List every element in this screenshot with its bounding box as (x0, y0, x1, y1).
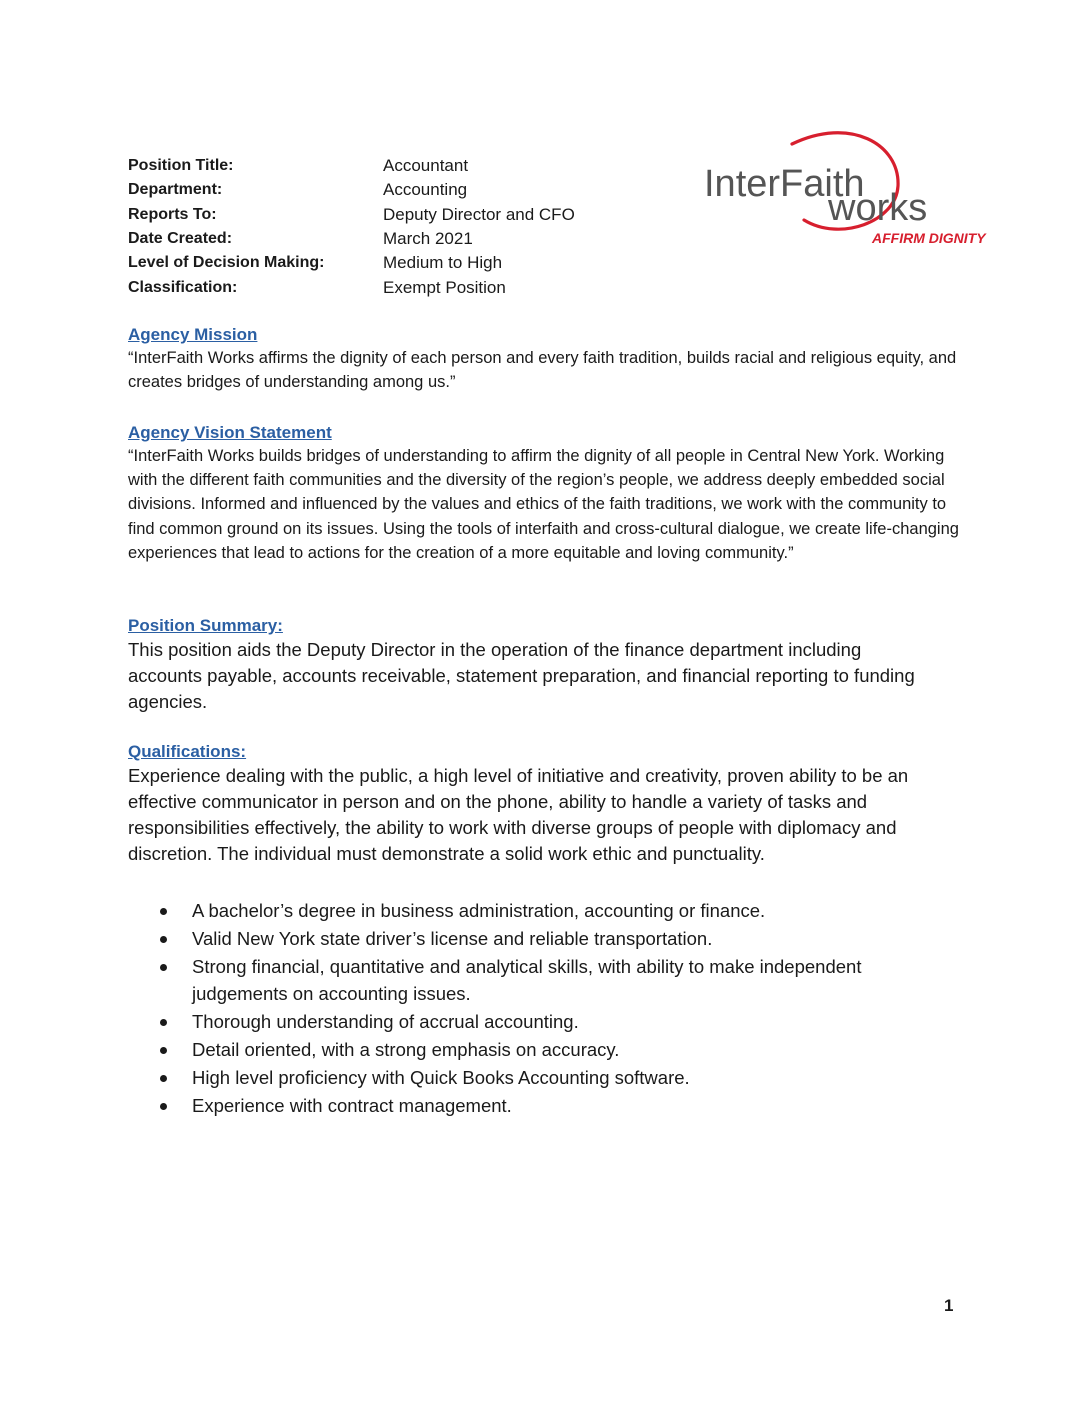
section-position-summary (128, 615, 968, 715)
list-item-text: Thorough understanding of accrual accounting. (192, 1011, 579, 1033)
field-value: Accounting (383, 180, 468, 200)
field-reports-to (128, 203, 608, 227)
field-value: Medium to High (383, 253, 503, 273)
list-item (160, 925, 960, 953)
field-label: Level of Decision Making: (128, 254, 325, 272)
bullet-icon (160, 1047, 167, 1054)
logo-text-works: works (828, 187, 928, 229)
section-qualifications (128, 741, 968, 867)
list-item-text: Valid New York state driver’s license and reliable transportation. (192, 927, 713, 949)
section-text: This position aids the Deputy Director in the operation of the finance department including accounts payable, accounts receivable, statement preparation, and financial reporting to funding agencies. (128, 639, 915, 712)
field-date-created (128, 227, 608, 251)
list-item-text: Experience with contract management. (192, 1094, 512, 1116)
bullet-icon (160, 964, 167, 971)
field-classification (128, 275, 608, 299)
bullet-icon (160, 1103, 167, 1110)
field-label: Classification: (128, 278, 238, 296)
list-item-text: A bachelor’s degree in business administration, accounting or finance. (192, 900, 766, 921)
section-agency-mission (128, 324, 968, 394)
field-department (128, 178, 608, 202)
interfaith-works-logo (700, 124, 1010, 254)
section-text: “InterFaith Works builds bridges of understanding to affirm the dignity of all people in Central New York. Working with the different faith communities and the diversity of the region’s people, we address deeply embedded social divisions. Informed and influenced by the values and ethics of the faith traditions, we work with the community to find common ground on its issues. Using the tools of interfaith and cross-cultural dialogue, we create life-changing experiences that lead to actions for the creation of a more equitable and loving community.” (128, 447, 959, 562)
bullet-icon (160, 908, 167, 915)
field-decision-level (128, 251, 608, 275)
list-item (160, 897, 960, 925)
logo-graphic (700, 124, 1010, 254)
qualifications-list (160, 897, 960, 1119)
section-text: Experience dealing with the public, a high level of initiative and creativity, proven ability to be an effective communicator in person and on the phone, ability to handle a variety of tasks and responsibilities effectively, the ability to work with diverse groups of people with diplomacy and discretion. The individual must demonstrate a solid work ethic and punctuality. (128, 765, 909, 864)
logo-text-interfaith: InterFaith (704, 163, 865, 205)
list-item-text: Detail oriented, with a strong emphasis on accuracy. (192, 1038, 620, 1060)
page-number: 1 (944, 1296, 954, 1315)
field-value: March 2021 (383, 229, 473, 249)
list-item (160, 1092, 960, 1120)
section-heading: Agency Mission (128, 325, 258, 344)
section-heading: Agency Vision Statement (128, 423, 332, 442)
field-value: Deputy Director and CFO (383, 204, 575, 224)
field-label: Date Created: (128, 230, 233, 248)
logo-tagline: AFFIRM DIGNITY (872, 230, 986, 246)
list-item (160, 1064, 960, 1092)
position-details (128, 154, 608, 300)
bullet-icon (160, 936, 167, 943)
section-heading: Qualifications: (128, 742, 247, 761)
field-position-title (128, 154, 608, 178)
field-value: Exempt Position (383, 277, 506, 297)
list-item (160, 1008, 960, 1036)
section-heading: Position Summary: (128, 616, 283, 635)
field-value: Accountant (383, 156, 469, 176)
list-item-text: Strong financial, quantitative and analytical skills, with ability to make independent judgements on accounting issues. (192, 955, 862, 1005)
field-label: Department: (128, 181, 223, 199)
bullet-icon (160, 1075, 167, 1082)
list-item (160, 1036, 960, 1064)
field-label: Reports To: (128, 205, 217, 223)
field-label: Position Title: (128, 157, 234, 175)
list-item-text: High level proficiency with Quick Books Accounting software. (192, 1066, 690, 1088)
section-text: “InterFaith Works affirms the dignity of each person and every faith tradition, builds racial and religious equity, and creates bridges of understanding among us.” (128, 349, 957, 392)
list-item (160, 953, 960, 1009)
bullet-icon (160, 1019, 167, 1026)
section-agency-vision (128, 422, 968, 565)
